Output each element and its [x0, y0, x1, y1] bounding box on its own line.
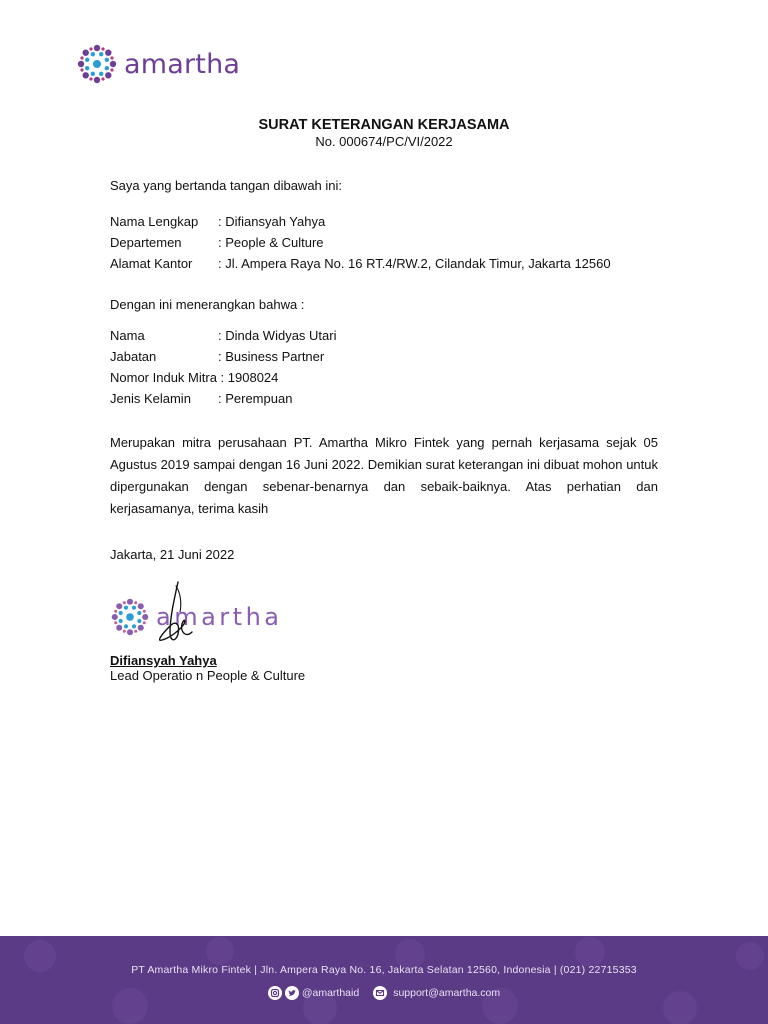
letter-number: No. 000674/PC/VI/2022 [315, 134, 453, 149]
field-value: : Dinda Widyas Utari [218, 328, 337, 343]
field-value: : People & Culture [218, 235, 324, 250]
logo-wordmark: amartha [124, 48, 241, 80]
field-label: Alamat Kantor [110, 256, 193, 271]
subject-field-row [110, 328, 336, 344]
stamp-wordmark: amartha [156, 603, 283, 631]
footer-bar [0, 936, 768, 1024]
field-label: Nomor Induk Mitra [110, 370, 217, 385]
signer-field-row [110, 256, 611, 272]
field-label: Departemen [110, 235, 182, 250]
subject-field-row [110, 370, 278, 386]
instagram-icon[interactable] [268, 986, 282, 1000]
twitter-icon[interactable] [285, 986, 299, 1000]
field-value: : Business Partner [218, 349, 325, 364]
subject-field-row [110, 349, 324, 365]
field-label: Jenis Kelamin [110, 391, 191, 406]
letter-title: SURAT KETERANGAN KERJASAMA [258, 117, 510, 133]
signature-block [110, 580, 330, 650]
support-email[interactable]: support@amartha.com [393, 987, 501, 999]
statement-text: Dengan ini menerangkan bahwa : [110, 297, 305, 312]
intro-text: Saya yang bertanda tangan dibawah ini: [110, 178, 343, 193]
signer-field-row [110, 214, 325, 230]
field-value: : Jl. Ampera Raya No. 16 RT.4/RW.2, Cilandak Timur, Jakarta 12560 [218, 256, 611, 271]
place-date: Jakarta, 21 Juni 2022 [110, 547, 235, 562]
social-handle[interactable]: @amarthaid [301, 987, 360, 999]
handwritten-signature [140, 580, 230, 650]
amartha-logo-icon [76, 43, 118, 85]
signer-role: Lead Operatio n People & Culture [110, 668, 306, 683]
field-label: Nama [110, 328, 145, 343]
footer-pattern [0, 936, 768, 1024]
signer-field-row [110, 235, 324, 251]
field-label: Nama Lengkap [110, 214, 199, 229]
body-paragraph: Merupakan mitra perusahaan PT. Amartha Mikro Fintek yang pernah kerjasama sejak 05 Agustus 2019 sampai dengan 16 Juni 2022. Demikian surat keterangan ini dibuat mohon untuk dipergunakan dengan sebenar-benarnya dan sebaik-baiknya. Atas perhatian dan kerjasamanya, terima kasih [110, 435, 658, 516]
footer-contacts [0, 986, 768, 1000]
field-value: : Difiansyah Yahya [218, 214, 326, 229]
signer-name: Difiansyah Yahya [110, 653, 217, 668]
field-value: : Perempuan [218, 391, 293, 406]
field-label: Jabatan [110, 349, 157, 364]
field-value: : 1908024 [220, 370, 279, 385]
subject-field-row [110, 391, 292, 407]
footer-address: PT Amartha Mikro Fintek | Jln. Ampera Raya No. 16, Jakarta Selatan 12560, Indonesia | (021) 22715353 [131, 964, 637, 976]
amartha-logo [76, 43, 240, 85]
email-icon[interactable] [373, 986, 387, 1000]
